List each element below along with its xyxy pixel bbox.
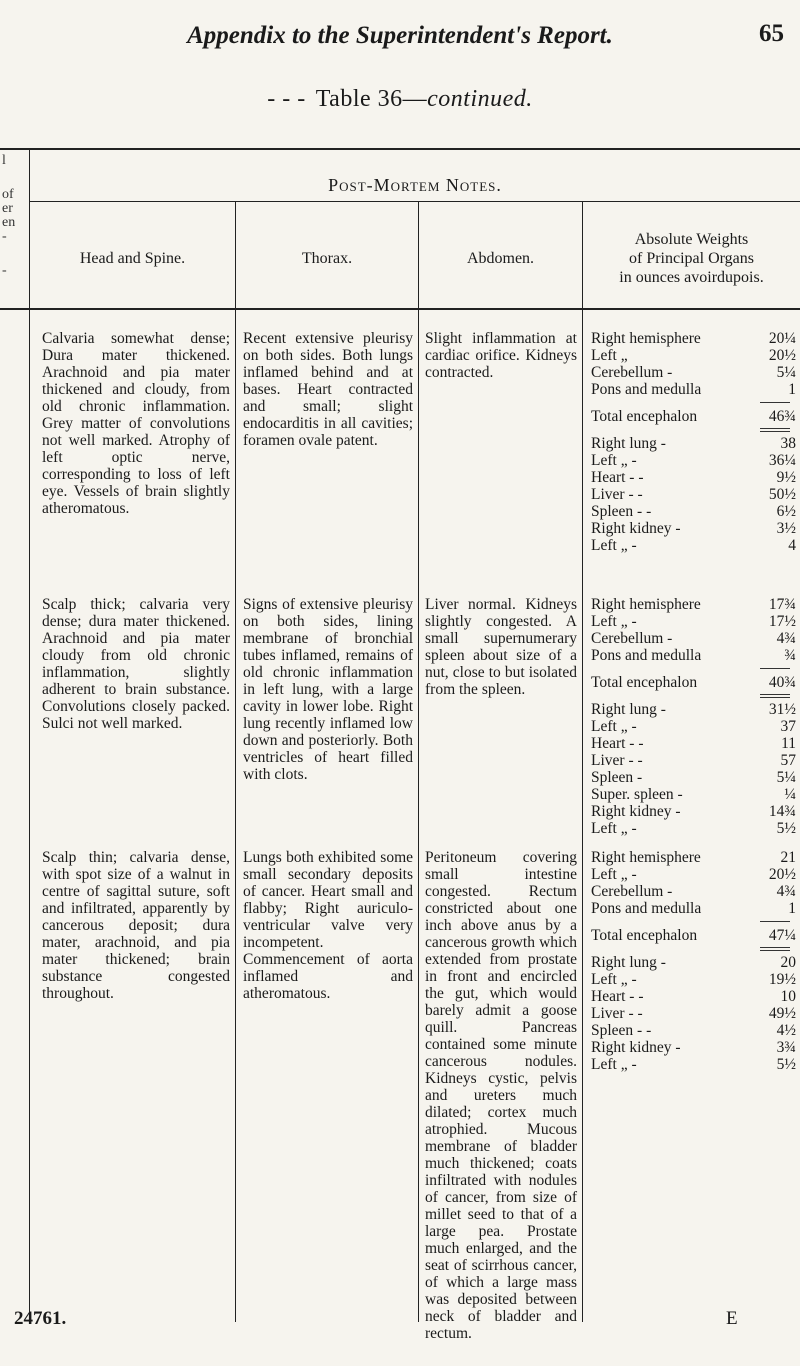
sum-rule <box>591 398 796 408</box>
weight-label: Heart - - <box>591 469 644 486</box>
header-bottom-rule <box>0 308 800 310</box>
weights-head-line: in ounces avoirdupois. <box>619 269 764 286</box>
row3-weights <box>591 849 796 1073</box>
weight-label: Pons and medulla <box>591 381 702 398</box>
weight-value: 47¼ <box>768 927 796 944</box>
weight-row <box>591 435 796 452</box>
weight-value: 1 <box>788 381 796 398</box>
row1-thorax: Recent extensive pleurisy on both sides. Both lungs inflamed behind and at bases. Heart contracted and small; slight endocarditis in all cavities; foramen ovale patent. <box>243 330 413 449</box>
weight-row <box>591 486 796 503</box>
section-heading: Post-Mortem Notes. <box>328 175 502 195</box>
weight-label: Heart - - <box>591 735 644 752</box>
weight-value: 10 <box>780 988 796 1005</box>
weight-row <box>591 330 796 347</box>
stub-divider <box>29 148 30 1323</box>
weight-value: ¼ <box>784 786 796 803</box>
weight-row <box>591 786 796 803</box>
title-main: Table 36— <box>315 86 428 112</box>
row2-abdomen: Liver normal. Kidneys slightly congested. A small supernumerary spleen about size of a nut, close to but isolated from the spleen. <box>425 596 577 698</box>
weight-value: 20 <box>780 954 796 971</box>
sheet-letter: E <box>726 1308 738 1329</box>
weight-value: 17¾ <box>768 596 796 613</box>
weight-label: Left „ - <box>591 820 637 837</box>
weight-label: Left „ - <box>591 718 637 735</box>
stub-line: of <box>2 187 14 202</box>
running-title: Appendix to the Superintendent's Report. <box>187 22 613 49</box>
weight-row <box>591 1005 796 1022</box>
weight-value: 5¼ <box>776 769 796 786</box>
title-dashes: - - - <box>267 86 306 112</box>
weight-value: 36¼ <box>768 452 796 469</box>
weight-value: 4 <box>788 537 796 554</box>
weight-row <box>591 883 796 900</box>
stub-line: - <box>2 263 7 278</box>
row3-thorax: Lungs both exhibited some small secondary deposits of cancer. Heart small and flabby; Right auriculo-ventricular valve very incompetent. Commencement of aorta inflamed and atheromatous. <box>243 849 413 1002</box>
weight-row <box>591 364 796 381</box>
col-header-weights <box>583 230 800 287</box>
weight-label: Total encephalon <box>591 408 698 425</box>
weight-value: 4½ <box>776 1022 796 1039</box>
table-title <box>0 86 800 113</box>
row3-head-spine: Scalp thin; calvaria dense, with spot size of a walnut in centre of sagittal suture, soft and infiltrated, apparently by cancerous deposit; dura mater, arachnoid, and pia mater thickened; brain substance congested throughout. <box>42 849 230 1002</box>
row1-head-spine: Calvaria somewhat dense; Dura mater thickened. Arachnoid and pia mater thickened and cloudy, from old chronic inflammation. Grey matter of convolutions not well marked. Atrophy of left optic nerve, corresponding to loss of left eye. Vessels of brain slightly atheromatous. <box>42 330 230 517</box>
weight-row <box>591 954 796 971</box>
weight-label: Left „ <box>591 347 628 364</box>
weight-label: Pons and medulla <box>591 647 702 664</box>
sum-rule <box>591 664 796 674</box>
weight-label: Left „ - <box>591 866 637 883</box>
weight-label: Total encephalon <box>591 927 698 944</box>
weight-value: 20¼ <box>768 330 796 347</box>
weight-label: Liver - - <box>591 1005 643 1022</box>
weight-value: 3¾ <box>776 1039 796 1056</box>
double-rule <box>591 425 796 435</box>
row2-weights <box>591 596 796 837</box>
stub-line: er <box>2 201 13 216</box>
weight-label: Right kidney - <box>591 803 681 820</box>
weight-value: 37 <box>780 718 796 735</box>
weight-label: Left „ - <box>591 613 637 630</box>
row1-weights <box>591 330 796 554</box>
col-header-thorax: Thorax. <box>301 250 353 267</box>
weight-label: Liver - - <box>591 486 643 503</box>
weight-value: 17½ <box>768 613 796 630</box>
subhead-rule <box>30 201 800 202</box>
col-header-abdomen: Abdomen. <box>466 250 535 267</box>
weight-value: 11 <box>781 735 796 752</box>
weight-label: Liver - - <box>591 752 643 769</box>
weight-value: 19½ <box>768 971 796 988</box>
col-divider-1 <box>235 202 236 1322</box>
weight-label: Left „ - <box>591 971 637 988</box>
weight-label: Right lung - <box>591 435 666 452</box>
stub-line: l <box>2 153 6 168</box>
weight-value: 31½ <box>768 701 796 718</box>
weight-label: Spleen - - <box>591 1022 652 1039</box>
col-divider-3 <box>582 202 583 1322</box>
weight-label: Right kidney - <box>591 520 681 537</box>
sum-rule <box>591 917 796 927</box>
weight-value: 5¼ <box>776 364 796 381</box>
row2-thorax: Signs of extensive pleurisy on both sides, lining membrane of bronchial tubes inflamed, remains of old chronic inflammation in left lung, with a large cavity in lower lobe. Right lung recently inflamed low down and posteriorly. Both ventricles of heart filled with clots. <box>243 596 413 783</box>
weight-value: 5½ <box>776 1056 796 1073</box>
weight-row <box>591 452 796 469</box>
weight-row <box>591 647 796 664</box>
weight-value: 14¾ <box>768 803 796 820</box>
left-stub <box>2 154 15 278</box>
weight-value: 21 <box>780 849 796 866</box>
weight-value: 4¾ <box>776 883 796 900</box>
weight-row <box>591 988 796 1005</box>
weight-label: Right hemisphere <box>591 596 701 613</box>
row1-abdomen: Slight inflammation at cardiac orifice. Kidneys contracted. <box>425 330 577 381</box>
row3-abdomen: Peritoneum covering small intestine congested. Rectum constricted about one inch above anus by a cancerous growth which extended from prostate in front and encircled the gut, which would barely admit a goose quill. Pancreas contained some minute cancerous nodules. Kidneys cystic, pelvis and ureters much dilated; cortex much atrophied. Mucous membrane of bladder much thickened; coats infiltrated with nodules of cancer, from size of millet seed to that of a large pea. Prostate much enlarged, and the seat of scirrhous cancer, of which a large mass was deposited between neck of bladder and rectum. <box>425 849 577 1342</box>
weight-row <box>591 849 796 866</box>
weight-row <box>591 769 796 786</box>
print-signature: 24761. <box>14 1308 67 1329</box>
weight-label: Heart - - <box>591 988 644 1005</box>
weight-row <box>591 900 796 917</box>
double-rule <box>591 944 796 954</box>
double-rule <box>591 691 796 701</box>
weight-row <box>591 503 796 520</box>
stub-line: en <box>2 215 16 230</box>
weight-label: Spleen - <box>591 769 643 786</box>
title-continued: continued. <box>427 86 533 112</box>
weight-total-row <box>591 408 796 425</box>
weight-value: 3½ <box>776 520 796 537</box>
weight-row <box>591 381 796 398</box>
weight-value: 1 <box>788 900 796 917</box>
weight-row <box>591 469 796 486</box>
col-divider-2 <box>418 202 419 1322</box>
weight-label: Pons and medulla <box>591 900 702 917</box>
weight-label: Cerebellum - <box>591 364 673 381</box>
weight-value: 9½ <box>776 469 796 486</box>
weight-label: Left „ - <box>591 1056 637 1073</box>
weight-label: Right hemisphere <box>591 330 701 347</box>
weight-value: 4¾ <box>776 630 796 647</box>
weight-label: Cerebellum - <box>591 883 673 900</box>
weight-total-row <box>591 927 796 944</box>
weight-row <box>591 735 796 752</box>
weight-label: Right lung - <box>591 701 666 718</box>
weight-row <box>591 820 796 837</box>
weight-label: Left „ - <box>591 537 637 554</box>
weight-value: ¾ <box>784 647 796 664</box>
weights-head-line: of Principal Organs <box>628 250 754 267</box>
weight-label: Total encephalon <box>591 674 698 691</box>
stub-line: - <box>2 229 7 244</box>
top-rule <box>0 148 800 150</box>
weight-value: 20½ <box>768 866 796 883</box>
weight-label: Spleen - - <box>591 503 652 520</box>
weight-row <box>591 630 796 647</box>
weight-row <box>591 718 796 735</box>
weight-label: Cerebellum - <box>591 630 673 647</box>
weight-label: Right kidney - <box>591 1039 681 1056</box>
weight-label: Super. spleen - <box>591 786 683 803</box>
weight-value: 38 <box>780 435 796 452</box>
weight-label: Right hemisphere <box>591 849 701 866</box>
weight-row <box>591 752 796 769</box>
weight-value: 20½ <box>768 347 796 364</box>
weight-total-row <box>591 674 796 691</box>
weight-row <box>591 1056 796 1073</box>
weight-label: Right lung - <box>591 954 666 971</box>
row2-head-spine: Scalp thick; calvaria very dense; dura mater thickened. Arachnoid and pia mater cloudy from old chronic inflammation, slightly adherent to brain substance. Convolutions closely packed. Sulci not well marked. <box>42 596 230 732</box>
weight-value: 49½ <box>768 1005 796 1022</box>
weight-row <box>591 701 796 718</box>
weight-row <box>591 347 796 364</box>
weight-value: 50½ <box>768 486 796 503</box>
weight-row <box>591 613 796 630</box>
weight-row <box>591 866 796 883</box>
page-number: 65 <box>759 20 784 47</box>
weight-row <box>591 1022 796 1039</box>
weight-row <box>591 971 796 988</box>
weights-head-line: Absolute Weights <box>634 231 749 248</box>
weight-row <box>591 803 796 820</box>
weight-value: 57 <box>780 752 796 769</box>
weight-row <box>591 537 796 554</box>
weight-row <box>591 1039 796 1056</box>
col-header-head-spine: Head and Spine. <box>79 250 186 267</box>
weight-row <box>591 520 796 537</box>
weight-row <box>591 596 796 613</box>
weight-value: 40¾ <box>768 674 796 691</box>
weight-value: 46¾ <box>768 408 796 425</box>
weight-label: Left „ - <box>591 452 637 469</box>
weight-value: 5½ <box>776 820 796 837</box>
weight-value: 6½ <box>776 503 796 520</box>
